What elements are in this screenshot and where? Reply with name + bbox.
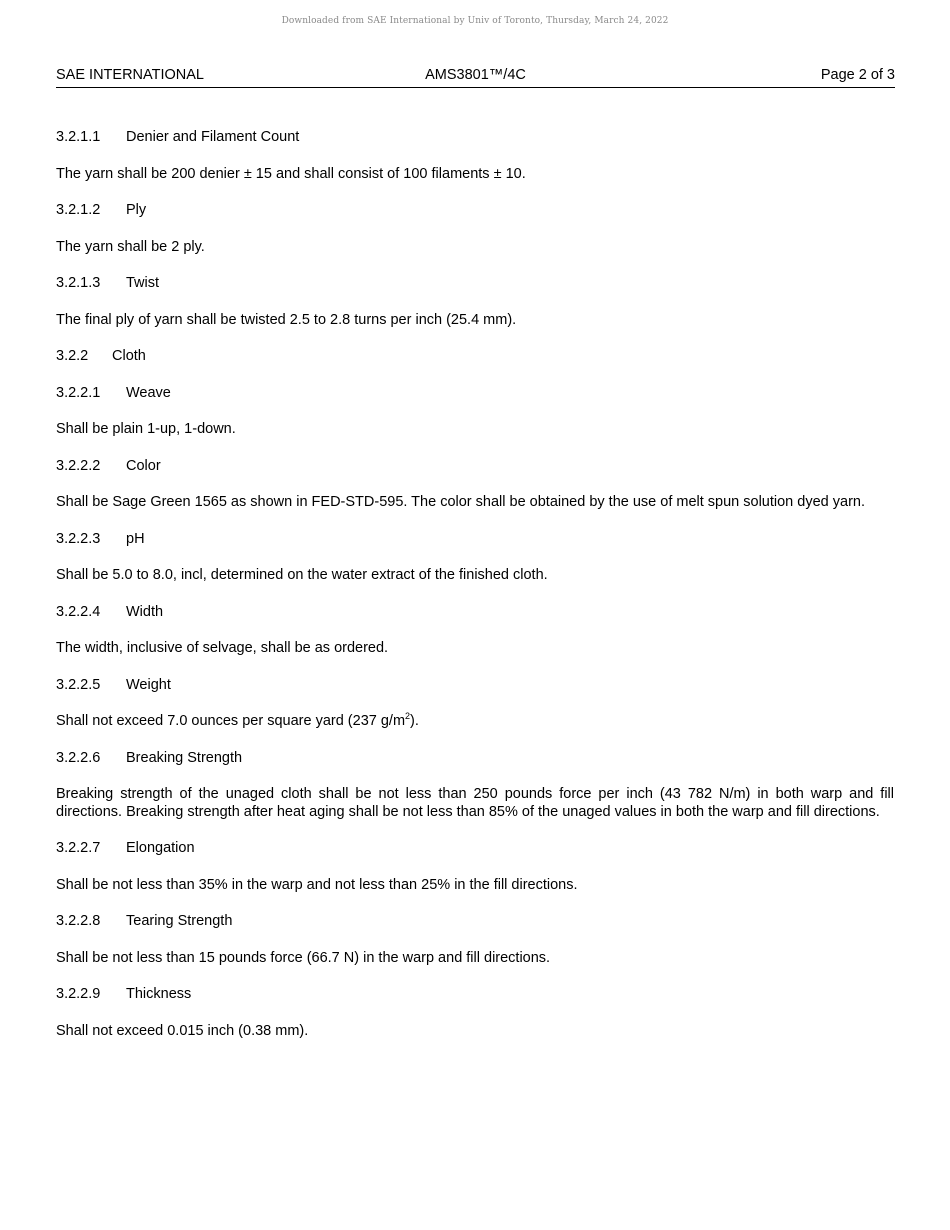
section-title: Weave bbox=[126, 384, 171, 401]
section-title: Denier and Filament Count bbox=[126, 129, 300, 145]
section-paragraph: Shall be 5.0 to 8.0, incl, determined on the water extract of the finished cloth. bbox=[56, 567, 548, 583]
section-number: 3.2.2.2 bbox=[56, 457, 101, 474]
section-paragraph: Shall be not less than 35% in the warp and not less than 25% in the fill directions. bbox=[56, 876, 578, 893]
section-paragraph: Shall be plain 1-up, 1-down. bbox=[56, 421, 236, 437]
section-number: 3.2.1.1 bbox=[56, 129, 101, 145]
section-paragraph: Shall be Sage Green 1565 as shown in FED-STD-595. The color shall be obtained by the use of melt spun solution dyed yarn. bbox=[56, 494, 865, 510]
download-watermark: Downloaded from SAE International by Univ of Toronto, Thursday, March 24, 2022 bbox=[281, 16, 669, 26]
section-paragraph: The yarn shall be 2 ply. bbox=[56, 238, 205, 255]
section-paragraph: The yarn shall be 200 denier ± 15 and shall consist of 100 filaments ± 10. bbox=[56, 165, 526, 182]
section-paragraph: Shall not exceed 0.015 inch (0.38 mm). bbox=[56, 1022, 309, 1039]
weight-text: Shall not exceed 7.0 ounces per square yard (237 g/m bbox=[56, 713, 406, 729]
section-title: Twist bbox=[126, 275, 160, 291]
section-heading bbox=[56, 531, 894, 549]
section-heading bbox=[56, 840, 894, 858]
section-title: Thickness bbox=[126, 986, 192, 1002]
unit-superscript: 2 bbox=[405, 711, 411, 721]
section-title: Cloth bbox=[112, 348, 146, 364]
section-title: Breaking Strength bbox=[126, 749, 243, 766]
section-paragraph: Shall be not less than 15 pounds force (66.7 N) in the warp and fill directions. bbox=[56, 949, 551, 966]
section-number: 3.2.2.6 bbox=[56, 749, 101, 766]
section-paragraph: The width, inclusive of selvage, shall be as ordered. bbox=[56, 640, 389, 656]
section-number: 3.2.2.5 bbox=[56, 676, 101, 693]
section-heading bbox=[56, 348, 894, 366]
section-heading bbox=[56, 129, 894, 147]
header-organization: SAE INTERNATIONAL bbox=[56, 67, 204, 83]
section-number: 3.2.1.2 bbox=[56, 202, 101, 218]
section-number: 3.2.2.8 bbox=[56, 913, 101, 929]
section-heading bbox=[56, 275, 894, 293]
section-number: 3.2.2 bbox=[56, 348, 89, 364]
header-document-id: AMS3801™/4C bbox=[425, 67, 526, 83]
section-number: 3.2.1.3 bbox=[56, 275, 101, 291]
section-number: 3.2.2.4 bbox=[56, 603, 101, 620]
section-paragraph: Breaking strength of the unaged cloth shall be not less than 250 pounds force per inch (43 782 N/m) in both warp and fill directions. Breaking strength after heat aging shall be not less than 85% of the unaged values in both the warp and fill directions. bbox=[56, 786, 894, 820]
section-title: Weight bbox=[126, 676, 171, 693]
section-number: 3.2.2.1 bbox=[56, 384, 101, 401]
section-paragraph: The final ply of yarn shall be twisted 2.5 to 2.8 turns per inch (25.4 mm). bbox=[56, 311, 517, 328]
section-title: Elongation bbox=[126, 840, 195, 856]
section-title: Width bbox=[126, 603, 164, 620]
section-heading bbox=[56, 458, 894, 476]
section-heading bbox=[56, 385, 894, 403]
document-body bbox=[56, 129, 894, 1059]
section-heading bbox=[56, 750, 894, 768]
section-heading bbox=[56, 986, 894, 1004]
header-page-number: Page 2 of 3 bbox=[820, 67, 895, 83]
section-number: 3.2.2.9 bbox=[56, 986, 101, 1002]
section-heading bbox=[56, 677, 894, 695]
section-heading bbox=[56, 604, 894, 622]
weight-text-end: ). bbox=[410, 713, 419, 729]
section-paragraph bbox=[56, 713, 894, 731]
section-title: Color bbox=[126, 457, 161, 474]
section-title: pH bbox=[126, 530, 145, 547]
section-title: Ply bbox=[126, 202, 147, 218]
section-heading bbox=[56, 913, 894, 931]
section-heading bbox=[56, 202, 894, 220]
section-number: 3.2.2.7 bbox=[56, 840, 101, 856]
section-title: Tearing Strength bbox=[126, 913, 233, 929]
page-header bbox=[56, 67, 895, 88]
section-number: 3.2.2.3 bbox=[56, 530, 101, 547]
